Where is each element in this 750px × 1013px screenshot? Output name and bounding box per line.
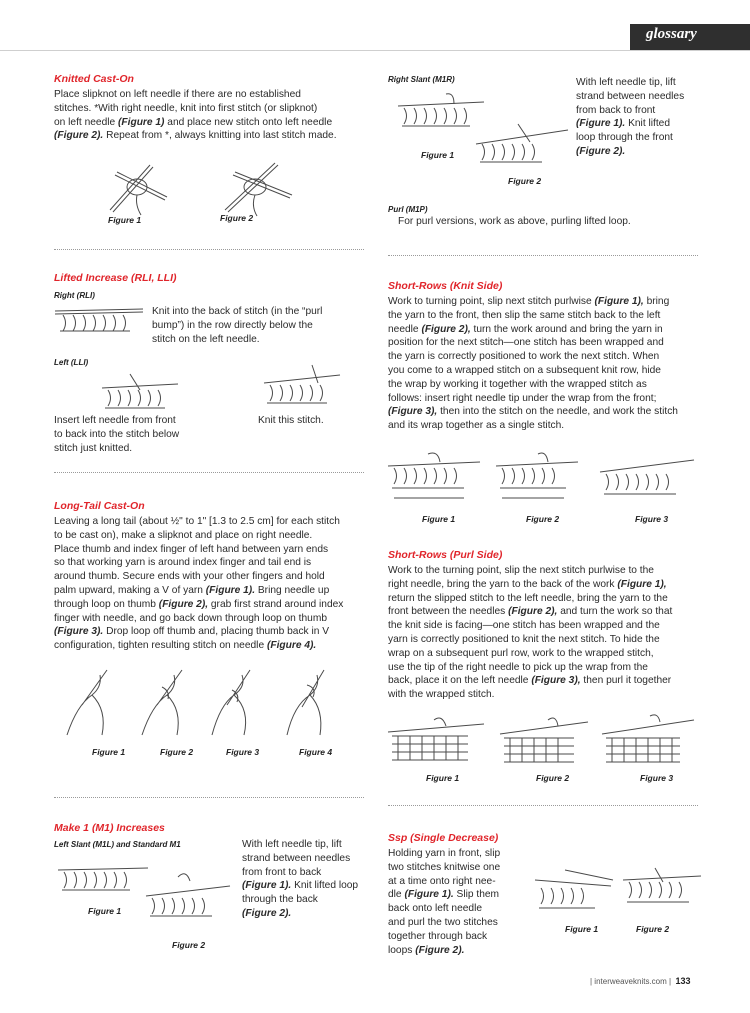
- text-line: right needle, bring the yarn to the back of the work (Figure 1),: [388, 578, 667, 590]
- divider: [54, 472, 364, 473]
- long-tail-text: [54, 515, 374, 653]
- ssp-title: Ssp (Single Decrease): [388, 832, 499, 844]
- lli-text: [54, 414, 214, 455]
- text-line: through the back: [242, 894, 318, 906]
- text-line: the wrap by working it together with the wrapped stitch as: [388, 378, 647, 390]
- text-line: the yarn is correctly positioned to work the next stitch. When: [388, 351, 660, 363]
- text-line: finger with needle, and go back down through loop on thumb: [54, 612, 327, 624]
- rli-text: [152, 305, 362, 346]
- short-rows-knit-fig3-caption: Figure 3: [635, 514, 669, 524]
- section-tab: [630, 24, 750, 50]
- knit-this-caption: Knit this stitch.: [258, 415, 324, 426]
- text-line: needle (Figure 2), turn the work around and bring the yarn in: [388, 323, 663, 335]
- short-rows-purl-text: [388, 564, 708, 702]
- text-line: position for the next stitch—one stitch has been wrapped and: [388, 337, 664, 349]
- text-line: configuration, tighten resulting stitch on needle (Figure 4).: [54, 640, 317, 652]
- m1l-label: Left Slant (M1L) and Standard M1: [54, 840, 181, 849]
- text-line: Work to turning point, slip next stitch purlwise (Figure 1), bring: [388, 296, 670, 307]
- long-tail-title: Long-Tail Cast-On: [54, 500, 145, 512]
- text-line: loop through the front: [576, 132, 673, 144]
- text-line: use the tip of the right needle to pick up the wrap from the: [388, 661, 648, 673]
- text-line: Knit into the back of stitch (in the “purl: [152, 306, 323, 317]
- footer-site: | interweaveknits.com |: [590, 977, 672, 986]
- long-tail-fig4-caption: Figure 4: [299, 747, 333, 757]
- text-line: stitches. *With right needle, knit into first stitch (or slipknot): [54, 102, 318, 114]
- text-line: loops (Figure 2).: [388, 944, 465, 956]
- text-line: you come to a wrapped stitch on a subsequent knit row, hide: [388, 364, 661, 376]
- text-line: with the wrapped stitch.: [388, 689, 495, 701]
- short-rows-purl-fig2-caption: Figure 2: [536, 773, 570, 783]
- text-line: Leaving a long tail (about ½" to 1" [1.3 to 2.5 cm] for each stitch: [54, 516, 340, 527]
- m1r-fig2-caption: Figure 2: [508, 176, 542, 186]
- text-line: strand between needles: [576, 90, 685, 102]
- text-line: front between the needles (Figure 2), and turn the work so that: [388, 606, 673, 618]
- ssp-fig1-caption: Figure 1: [565, 924, 599, 934]
- text-line: Work to the turning point, slip the next stitch purlwise to the: [388, 565, 654, 576]
- short-rows-knit-fig1-caption: Figure 1: [422, 514, 456, 524]
- divider: [388, 255, 698, 256]
- text-line: strand between needles: [242, 852, 351, 864]
- header-rule: [0, 50, 750, 51]
- text-line: With left needle tip, lift: [576, 77, 676, 88]
- lli-figure: [100, 370, 180, 415]
- text-line: follows: insert right needle tip under the wrap from the front;: [388, 392, 657, 404]
- m1r-label: Right Slant (M1R): [388, 75, 455, 84]
- m1r-fig1-caption: Figure 1: [421, 150, 455, 160]
- text-line: bump”) in the row directly below the: [152, 319, 313, 331]
- long-tail-fig3-caption: Figure 3: [226, 747, 260, 757]
- text-line: through loop on thumb (Figure 2), grab first strand around index: [54, 598, 344, 610]
- knitted-cast-on-text: [54, 88, 374, 143]
- long-tail-figures: [62, 665, 352, 740]
- text-line: the knit side is facing—one stitch has been wrapped and the: [388, 620, 660, 632]
- text-line: Place slipknot on left needle if there are no established: [54, 89, 301, 100]
- text-line: two stitches knitwise one: [388, 861, 501, 873]
- m1r-figures: [398, 92, 573, 172]
- text-line: Holding yarn in front, slip: [388, 848, 501, 859]
- text-line: stitch just knitted.: [54, 442, 133, 454]
- text-line: (Figure 1). Knit lifted loop: [242, 880, 359, 892]
- text-line: wrap on a subsequent purl row, work to the wrapped stitch,: [388, 647, 654, 659]
- m1r-text: [576, 76, 716, 159]
- knitted-cast-on-fig1-caption: Figure 1: [108, 215, 142, 225]
- text-line: Place thumb and index finger of left hand between yarn ends: [54, 543, 329, 555]
- knitted-cast-on-fig2-caption: Figure 2: [220, 213, 254, 223]
- text-line: (Figure 2).: [576, 145, 626, 157]
- footer: [590, 976, 691, 986]
- m1l-fig1-caption: Figure 1: [88, 906, 122, 916]
- text-line: so that working yarn is around index finger and tail end is: [54, 557, 312, 569]
- text-line: and purl the two stitches: [388, 916, 498, 928]
- short-rows-knit-fig2-caption: Figure 2: [526, 514, 560, 524]
- short-rows-knit-title: Short-Rows (Knit Side): [388, 280, 503, 292]
- ssp-fig2-caption: Figure 2: [636, 924, 670, 934]
- short-rows-purl-fig1-caption: Figure 1: [426, 773, 460, 783]
- text-line: to back into the stitch below: [54, 428, 180, 440]
- text-line: from front to back: [242, 866, 322, 878]
- short-rows-purl-figures: [388, 712, 698, 770]
- knitted-cast-on-title: Knitted Cast-On: [54, 73, 134, 85]
- text-line: back, place it on the left needle (Figure 3), then purl it together: [388, 675, 672, 687]
- text-line: (Figure 2). Repeat from *, always knitting into last stitch made.: [54, 130, 337, 142]
- text-line: together through back: [388, 930, 488, 942]
- m1l-fig2-caption: Figure 2: [172, 940, 206, 950]
- text-line: to be cast on), make a slipknot and place on right needle.: [54, 529, 313, 541]
- short-rows-purl-title: Short-Rows (Purl Side): [388, 549, 503, 561]
- rli-label: Right (RLI): [54, 291, 95, 300]
- lifted-increase-title: Lifted Increase (RLI, LLI): [54, 272, 177, 284]
- text-line: at a time onto right nee-: [388, 875, 496, 887]
- text-line: back onto left needle: [388, 903, 483, 915]
- divider: [54, 797, 364, 798]
- section-tab-label: glossary: [646, 26, 697, 42]
- text-line: and its wrap together as a single stitch.: [388, 420, 565, 432]
- rli-figure: [55, 303, 145, 343]
- text-line: Insert left needle from front: [54, 415, 176, 426]
- text-line: from back to front: [576, 104, 656, 116]
- long-tail-fig1-caption: Figure 1: [92, 747, 126, 757]
- text-line: (Figure 3). Drop loop off thumb and, placing thumb back in V: [54, 626, 330, 638]
- lli-label: Left (LLI): [54, 358, 89, 367]
- text-line: dle (Figure 1). Slip them: [388, 889, 500, 901]
- divider: [54, 249, 364, 250]
- text-line: (Figure 2).: [242, 907, 292, 919]
- short-rows-knit-figures: [388, 450, 698, 510]
- knit-this-figure: [262, 363, 342, 408]
- short-rows-knit-text: [388, 295, 708, 433]
- text-line: palm upward, making a V of yarn (Figure 1). Bring needle up: [54, 584, 330, 596]
- m1l-text: [242, 838, 372, 921]
- text-line: the yarn to the front, then slip the same stitch back to the left: [388, 309, 661, 321]
- text-line: return the slipped stitch to the left needle, bring the yarn to the: [388, 592, 668, 604]
- short-rows-purl-fig3-caption: Figure 3: [640, 773, 674, 783]
- text-line: (Figure 3), then into the stitch on the needle, and work the stitch: [388, 406, 678, 418]
- m1p-label: Purl (M1P): [388, 205, 428, 214]
- text-line: (Figure 1). Knit lifted: [576, 118, 670, 130]
- text-line: With left needle tip, lift: [242, 839, 342, 850]
- m1p-text: For purl versions, work as above, purling lifted loop.: [398, 216, 631, 227]
- ssp-text: [388, 847, 528, 957]
- text-line: on left needle (Figure 1) and place new stitch onto left needle: [54, 116, 333, 128]
- text-line: stitch on the left needle.: [152, 333, 260, 345]
- text-line: around thumb. Secure ends with your other fingers and hold: [54, 571, 325, 583]
- text-line: yarn is correctly positioned to knit the next stitch. To hide the: [388, 633, 660, 645]
- m1l-figures: [58, 862, 233, 937]
- divider: [388, 805, 698, 806]
- make1-title: Make 1 (M1) Increases: [54, 822, 165, 834]
- page-number: 133: [675, 976, 691, 986]
- knitted-cast-on-figures: [105, 160, 305, 220]
- long-tail-fig2-caption: Figure 2: [160, 747, 194, 757]
- ssp-figures: [535, 866, 705, 921]
